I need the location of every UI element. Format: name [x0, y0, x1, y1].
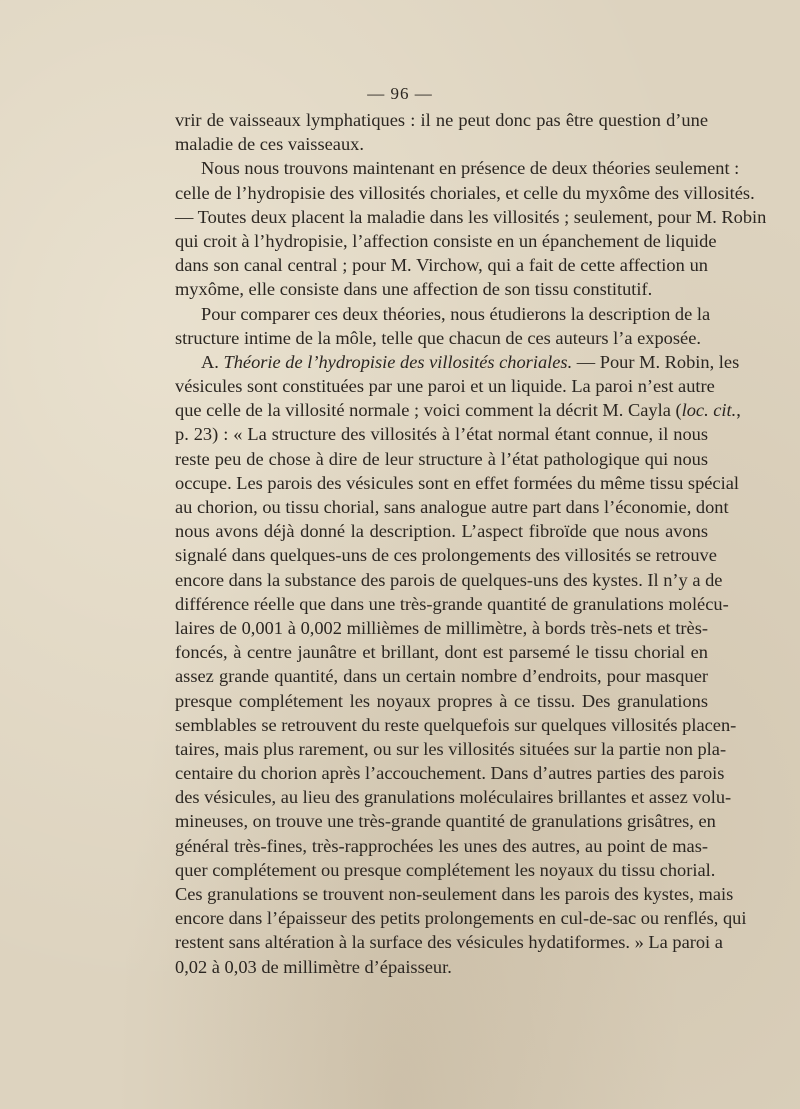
text-segment: taires, mais plus rarement, ou sur les villosités situées sur la partie non pla- [175, 738, 727, 759]
text-segment: dans son canal central ; pour M. Virchow, qui a fait de cette affection un [175, 255, 708, 276]
text-line [175, 350, 740, 374]
text-line [175, 277, 708, 301]
text-line [175, 809, 716, 833]
text-segment: centaire du chorion après l’accouchement. Dans d’autres parties des parois [175, 763, 725, 784]
text-segment: Ces granulations se trouvent non-seulement dans les parois des kystes, mais [175, 884, 734, 904]
text-line [175, 930, 723, 954]
text-segment: vrir de vaisseaux lymphatiques : il ne peut donc pas être question d’une [175, 110, 708, 130]
text-segment: Pour comparer ces deux théories, nous étudierons la description de la [201, 303, 711, 324]
text-line [175, 713, 737, 737]
text-line [175, 374, 715, 398]
text-segment: différence réelle que dans une très-grande quantité de granulations molécu- [175, 593, 729, 614]
text-segment: myxôme, elle consiste dans une affection de son tissu constitutif. [175, 279, 653, 300]
text-line [175, 858, 716, 882]
text-line [175, 906, 747, 930]
text-segment: — Toutes deux placent la maladie dans les villosités ; seulement, pour M. Robin [175, 206, 767, 227]
text-segment: semblables se retrouvent du reste quelquefois sur quelques villosités placen- [175, 714, 737, 735]
text-line [175, 785, 732, 809]
text-line [175, 882, 734, 906]
text-line [175, 640, 708, 664]
page-number: — 96 — [367, 84, 433, 103]
text-segment: au chorion, ou tissu chorial, sans analogue autre part dans l’économie, dont [175, 497, 729, 517]
text-line [175, 471, 739, 495]
text-segment: , [736, 400, 741, 421]
text-segment: occupe. Les parois des vésicules sont en effet formées du même tissu spécial [175, 472, 739, 493]
text-segment: mineuses, on trouve une très-grande quantité de granulations grisâtres, en [175, 811, 716, 832]
text-line [175, 253, 708, 277]
text-line [175, 181, 755, 205]
text-segment: celle de l’hydropisie des villosités choriales, et celle du myxôme des villosités. [175, 182, 755, 203]
text-segment: presque complétement les noyaux propres à ce tissu. Des granulations [175, 690, 708, 711]
text-line [175, 422, 708, 446]
text-line [175, 616, 708, 640]
text-line [175, 543, 717, 567]
italic-text: loc. cit. [681, 400, 737, 421]
text-segment: que celle de la villosité normale ; voici comment la décrit M. Cayla ( [175, 400, 682, 421]
text-segment: nous avons déjà donné la description. L’aspect fibroïde que nous avons [175, 521, 708, 542]
text-segment: général très-fines, très-rapprochées les unes des autres, au point de mas- [175, 835, 708, 856]
text-segment: p. 23) : « La structure des villosités à l’état normal étant connue, il nous [175, 424, 708, 445]
text-line [175, 568, 723, 592]
text-line [175, 519, 708, 543]
text-line [175, 447, 708, 471]
text-segment: foncés, à centre jaunâtre et brillant, dont est parsemé le tissu chorial en [175, 642, 708, 663]
text-segment: assez grande quantité, dans un certain nombre d’endroits, pour masquer [175, 666, 708, 687]
text-segment: 0,02 à 0,03 de millimètre d’épaisseur. [175, 956, 452, 977]
text-line [175, 495, 729, 519]
text-line [175, 592, 729, 616]
text-segment: — Pour M. Robin, les [572, 351, 740, 372]
text-segment: maladie de ces vaisseaux. [175, 134, 364, 155]
text-line [175, 205, 767, 229]
text-segment: laires de 0,001 à 0,002 millièmes de millimètre, à bords très-nets et très- [175, 617, 708, 638]
text-line [175, 737, 727, 761]
body-text [175, 108, 767, 979]
text-segment: des vésicules, au lieu des granulations moléculaires brillantes et assez volu- [175, 787, 732, 808]
text-segment: signalé dans quelques-uns de ces prolongements des villosités se retrouve [175, 545, 717, 566]
text-segment: Nous nous trouvons maintenant en présence de deux théories seulement : [201, 158, 740, 179]
text-line [175, 834, 708, 858]
text-segment: encore dans l’épaisseur des petits prolongements en cul-de-sac ou renflés, qui [175, 908, 747, 929]
text-segment: quer complétement ou presque complétement les noyaux du tissu chorial. [175, 859, 716, 880]
text-line [175, 229, 717, 253]
text-segment: encore dans la substance des parois de quelques-uns des kystes. Il n’y a de [175, 569, 723, 590]
text-line [175, 398, 741, 422]
italic-text: Théorie de l’hydropisie des villosités choriales. [223, 351, 573, 372]
text-segment: A. [201, 351, 224, 372]
text-line [175, 689, 708, 713]
text-line [175, 664, 708, 688]
text-line [175, 761, 725, 785]
text-segment: vésicules sont constituées par une paroi et un liquide. La paroi n’est autre [175, 376, 715, 397]
text-line [175, 955, 708, 979]
text-segment: qui croit à l’hydropisie, l’affection consiste en un épanchement de liquide [175, 230, 717, 251]
text-segment: structure intime de la môle, telle que chacun de ces auteurs l’a exposée. [175, 327, 701, 348]
text-line [175, 156, 740, 180]
text-line [175, 302, 711, 326]
text-segment: restent sans altération à la surface des vésicules hydatiformes. » La paroi a [175, 932, 723, 953]
text-line [175, 108, 708, 132]
text-segment: reste peu de chose à dire de leur structure à l’état pathologique qui nous [175, 448, 708, 469]
text-line [175, 132, 708, 156]
text-line [175, 326, 708, 350]
